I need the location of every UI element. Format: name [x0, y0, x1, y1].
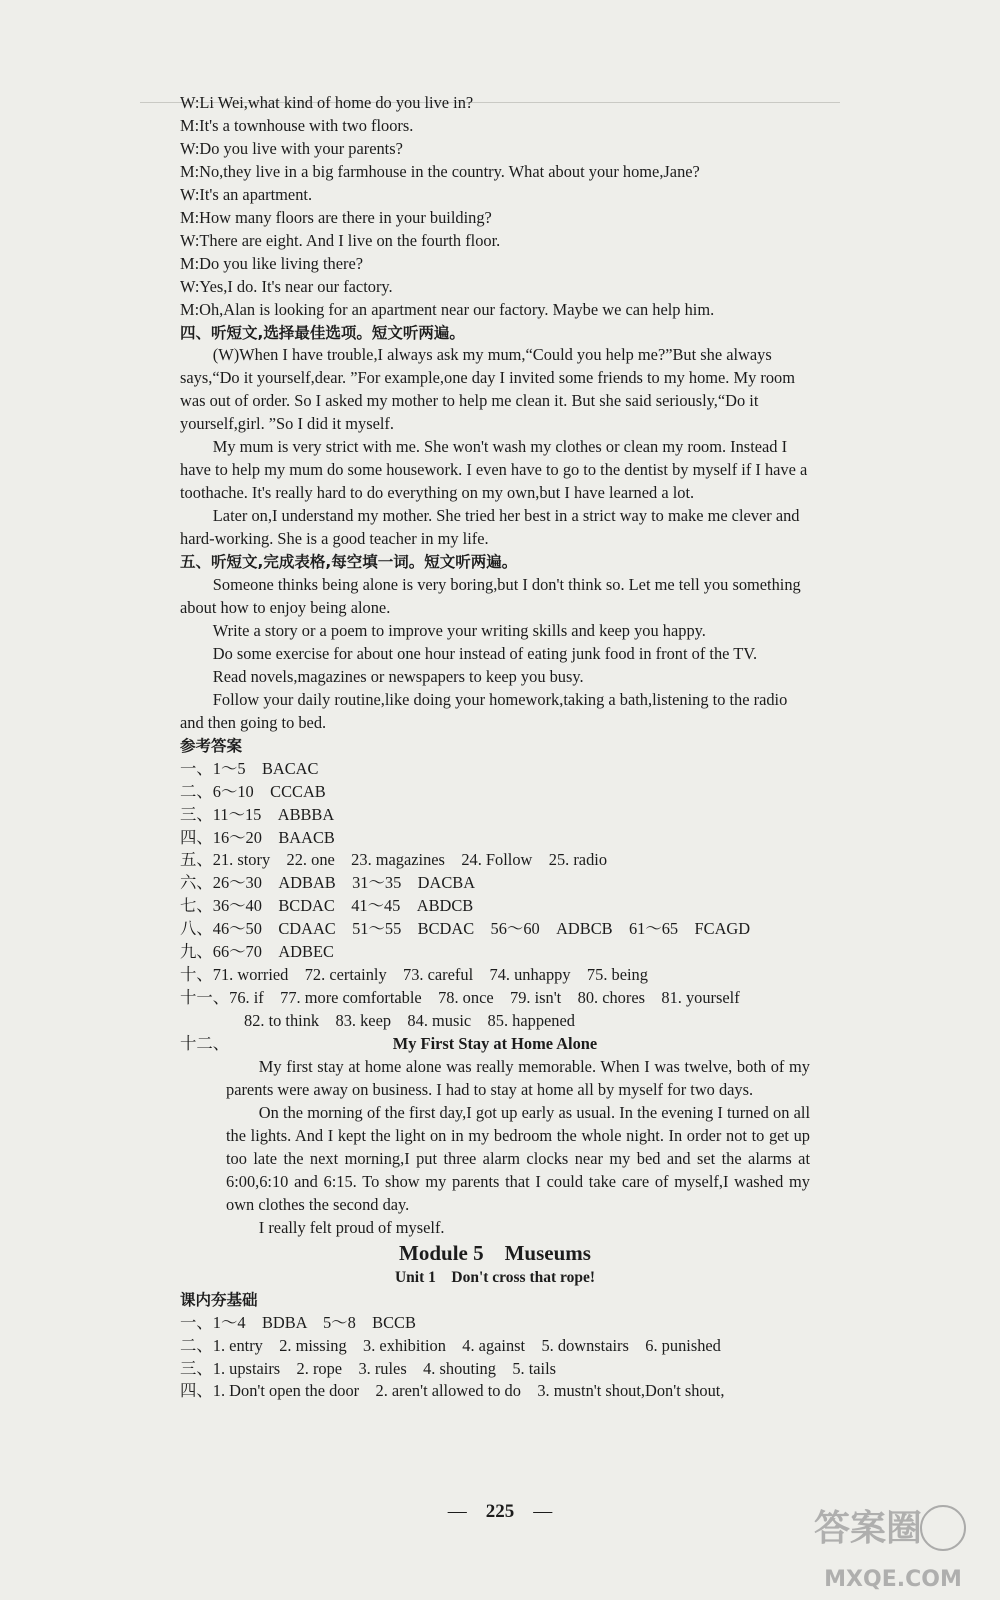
- essay-body: [180, 1056, 810, 1240]
- module-section-heading: 课内夯基础: [180, 1290, 258, 1309]
- section-4-heading: 四、听短文,选择最佳选项。短文听两遍。: [180, 323, 465, 342]
- page-number: 225: [485, 1501, 515, 1522]
- answer-row: 十一、76. if 77. more comfortable 78. once 79. isn't 80. chores 81. yourself: [180, 988, 740, 1008]
- answer-row: 五、21. story 22. one 23. magazines 24. Follow 25. radio: [180, 850, 608, 870]
- module-answer-row: 四、1. Don't open the door 2. aren't allowed to do 3. mustn't shout,Don't shout,: [180, 1381, 725, 1401]
- essay-paragraph: On the morning of the first day,I got up early as usual. In the evening I turned on all the lights. And I kept the light on in my bedroom the whole night. In order not to get up too late the next morning,I put three alarm clocks near my bed and set the alarms at 6:00,6:10 and 6:15. To show my parents that I could take care of myself,I washed my own clothes the second day.: [226, 1102, 810, 1214]
- essay-title: My First Stay at Home Alone: [392, 1034, 598, 1054]
- watermark-circle-icon: [921, 1506, 965, 1550]
- dialogue-block: [180, 92, 810, 322]
- module-answer-row: 三、1. upstairs 2. rope 3. rules 4. shouting 5. tails: [180, 1358, 557, 1378]
- dialogue-line: W:There are eight. And I live on the fourth floor.: [180, 230, 501, 250]
- section-5-paragraph: Write a story or a poem to improve your writing skills and keep you happy.: [212, 620, 706, 640]
- section-5-paragraph: Read novels,magazines or newspapers to keep you busy.: [212, 666, 584, 686]
- footer-dash-right: —: [514, 1501, 553, 1522]
- essay-paragraph: My first stay at home alone was really memorable. When I was twelve, both of my parents were away on business. I had to stay at home all by myself for two days.: [226, 1057, 810, 1099]
- watermark-text-bottom: MXQE.COM: [824, 1567, 962, 1592]
- answer-row: 七、36～40 BCDAC 41～45 ABDCB: [180, 896, 474, 916]
- watermark-text-top: 答案圈: [813, 1508, 923, 1549]
- dialogue-line: M:Oh,Alan is looking for an apartment near our factory. Maybe we can help him.: [180, 299, 715, 319]
- essay-label: 十二、: [180, 1034, 230, 1054]
- page-content: [180, 92, 810, 1403]
- dialogue-line: M:Do you like living there?: [180, 253, 363, 273]
- answer-row: 三、11～15 ABBBA: [180, 804, 335, 824]
- module-answer-row: 二、1. entry 2. missing 3. exhibition 4. against 5. downstairs 6. punished: [180, 1335, 721, 1355]
- answer-row: 六、26～30 ADBAB 31～35 DACBA: [180, 873, 476, 893]
- module-title: Module 5 Museums: [399, 1240, 591, 1265]
- dialogue-line: W:Yes,I do. It's near our factory.: [180, 276, 393, 296]
- answer-row: 八、46～50 CDAAC 51～55 BCDAC 56～60 ADBCB 61～65 FCAGD: [180, 919, 751, 939]
- answer-row: 二、6～10 CCCAB: [180, 781, 326, 801]
- essay-title-row: [180, 1033, 810, 1056]
- answer-row: 九、66～70 ADBEC: [180, 942, 334, 962]
- section-4-paragraph: (W)When I have trouble,I always ask my mum,“Could you help me?”But she always says,“Do it yourself,dear. ”For example,one day I invited some friends to my home. My room was out of order. So I asked my mother to help me clean it. But she said seriously,“Do it yourself,girl. ”So I did it myself.: [180, 345, 795, 434]
- answer-row: 一、1～5 BACAC: [180, 758, 319, 778]
- answers-heading: 参考答案: [180, 736, 243, 755]
- answer-row: 十、71. worried 72. certainly 73. careful 74. unhappy 75. being: [180, 965, 648, 985]
- section-5-paragraph: Do some exercise for about one hour instead of eating junk food in front of the TV.: [212, 643, 758, 663]
- dialogue-line: W:Do you live with your parents?: [180, 138, 403, 158]
- footer-dash-left: —: [447, 1501, 486, 1522]
- dialogue-line: M:It's a townhouse with two floors.: [180, 115, 414, 135]
- section-4-paragraph: My mum is very strict with me. She won't wash my clothes or clean my room. Instead I have to help my mum do some housework. I even have to go to the dentist by myself if I have a toothache. It's really hard to do everything on my own,but I have learned a lot.: [180, 437, 808, 503]
- dialogue-line: M:How many floors are there in your building?: [180, 207, 492, 227]
- section-5-heading: 五、听短文,完成表格,每空填一词。短文听两遍。: [180, 553, 518, 572]
- answer-row-continuation: 82. to think 83. keep 84. music 85. happened: [244, 1011, 575, 1031]
- answer-row: 四、16～20 BAACB: [180, 827, 335, 847]
- section-4-paragraph: Later on,I understand my mother. She tried her best in a strict way to make me clever and hard-working. She is a good teacher in my life.: [180, 506, 800, 549]
- section-5-paragraph: Follow your daily routine,like doing your homework,taking a bath,listening to the radio and then going to bed.: [180, 689, 788, 732]
- watermark-logo: [808, 1498, 978, 1598]
- essay-paragraph: I really felt proud of myself.: [258, 1217, 445, 1237]
- dialogue-line: W:Li Wei,what kind of home do you live in?: [180, 93, 474, 112]
- section-5-paragraph: Someone thinks being alone is very boring,but I don't think so. Let me tell you something about how to enjoy being alone.: [180, 575, 801, 617]
- dialogue-line: W:It's an apartment.: [180, 184, 313, 204]
- module-answer-row: 一、1～4 BDBA 5～8 BCCB: [180, 1312, 416, 1332]
- unit-title: Unit 1 Don't cross that rope!: [394, 1268, 596, 1286]
- dialogue-line: M:No,they live in a big farmhouse in the country. What about your home,Jane?: [180, 161, 700, 181]
